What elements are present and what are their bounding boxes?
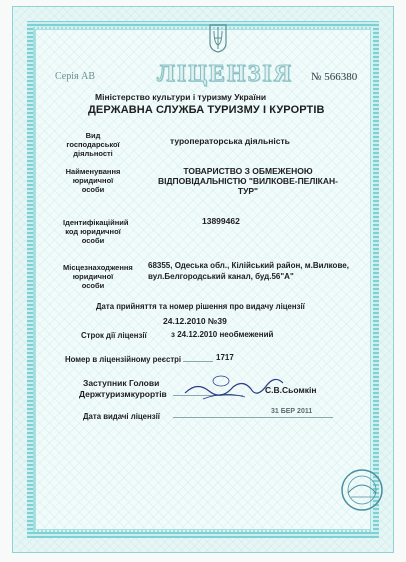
service-name: ДЕРЖАВНА СЛУЖБА ТУРИЗМУ І КУРОРТІВ	[88, 104, 325, 116]
field-value-activity: туроператорська діяльність	[170, 136, 290, 146]
field-label-location: Місцезнаходження юридичної особи	[63, 263, 133, 290]
registry-value: 1717	[216, 353, 234, 362]
issue-date-label: Дата видачі ліцензії	[83, 412, 160, 421]
field-value-entity-name: ТОВАРИСТВО З ОБМЕЖЕНОЮ ВІДПОВІДАЛЬНІСТЮ "ВИЛКОВЕ-ПЕЛІКАН-ТУР"	[158, 166, 338, 196]
registry-dash	[183, 361, 213, 362]
decision-label: Дата прийняття та номер рішення про видачу ліцензії	[96, 302, 305, 311]
emblem-logo	[339, 467, 385, 513]
term-label: Строк дії ліцензії	[81, 331, 147, 340]
signatory-name: С.В.Сьомкін	[265, 385, 317, 395]
issue-date-stamp: 31 БЕР 2011	[271, 408, 313, 415]
field-value-location: 68355, Одеська обл., Кілійський район, м.Вилкове, вул.Белгородський канал, буд.56"А"	[148, 261, 349, 281]
registry-label: Номер в ліцензійному реєстрі	[65, 355, 182, 364]
field-label-id-code: Ідентифікаційний код юридичної особи	[63, 218, 129, 245]
issue-date-line	[173, 417, 333, 418]
signatory-position-line1: Заступник Голови	[83, 378, 160, 388]
decision-value: 24.12.2010 №39	[163, 316, 227, 326]
license-number: № 566380	[311, 71, 358, 83]
series-label: Серія АВ	[55, 71, 95, 82]
field-value-id-code: 13899462	[202, 216, 240, 226]
coat-of-arms-icon	[209, 23, 227, 53]
ministry-name: Міністерство культури і туризму України	[95, 92, 267, 102]
field-label-entity-name: Найменування юридичної особи	[65, 167, 121, 194]
document-title: ЛІЦЕНЗІЯ	[157, 61, 293, 87]
license-sheet	[12, 6, 394, 553]
field-label-activity: Вид господарської діяльності	[66, 131, 120, 158]
term-value: з 24.12.2010 необмежений	[171, 330, 274, 339]
signatory-position-line2: Держтуризмкурортів	[79, 389, 167, 399]
